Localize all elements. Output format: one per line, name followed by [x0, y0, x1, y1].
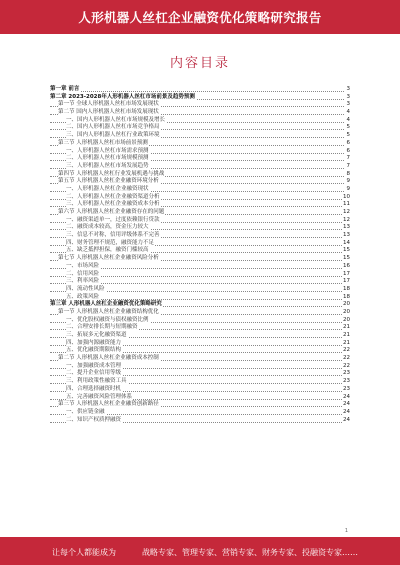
toc-entry-page: 3 [346, 86, 350, 92]
toc-entry-label: 一、人形机器人丝杠市场需求预测 [66, 147, 149, 154]
toc-entry-page: 23 [343, 378, 350, 385]
toc-entry-label: 二、人形机器人丝杠企业融资渠道分析 [66, 193, 160, 200]
toc-entry-label: 四、加强内源融资能力 [66, 339, 122, 346]
toc-entry[interactable] [50, 347, 350, 355]
toc-entry[interactable] [50, 224, 350, 232]
toc-entry[interactable] [50, 232, 350, 240]
toc-entry-label: 二、人形机器人丝杠市场规模预测 [66, 155, 149, 162]
toc-entry-page: 12 [343, 209, 350, 215]
toc-leader-dots [50, 91, 344, 92]
page-number: 1 [344, 528, 348, 534]
toc-entry[interactable] [50, 401, 350, 409]
toc-entry-page: 21 [343, 332, 350, 338]
toc-entry-label: 五、缺乏抵押担保，融资门槛较高 [66, 247, 149, 254]
toc-entry[interactable] [50, 155, 350, 163]
toc-entry-page: 14 [343, 239, 350, 246]
toc-entry-page: 7 [346, 162, 350, 169]
toc-entry-label: 三、信息不对称，信用评级体系不完善 [66, 232, 160, 239]
footer-bar [0, 537, 400, 565]
footer-tagline: 战略专家、管理专家、营销专家、财务专家、投融资专家…… [142, 548, 358, 557]
toc-entry-label: 第一节 人形机器人丝杠企业融资结构优化 [58, 308, 159, 315]
toc-entry-label: 二、融资成本较高，资金压力较大 [66, 224, 149, 231]
toc-entry-label: 一、供应链金融 [66, 408, 105, 415]
toc-entry-page: 17 [343, 278, 350, 285]
toc-entry-page: 9 [346, 178, 350, 185]
toc-entry[interactable] [50, 209, 350, 217]
toc-entry[interactable] [50, 201, 350, 209]
toc-entry-label: 一、国内人形机器人丝杠市场规模及增长 [66, 116, 166, 123]
toc-entry[interactable] [50, 386, 350, 394]
toc-entry[interactable] [50, 132, 350, 140]
toc-entry[interactable] [50, 370, 350, 378]
toc-entry-label: 四、财务管理不规范，融资能力不足 [66, 239, 155, 246]
toc-entry-page: 24 [343, 401, 350, 408]
toc-entry[interactable] [50, 301, 350, 309]
toc-entry[interactable] [50, 332, 350, 340]
toc-entry-page: 8 [346, 170, 350, 177]
toc-entry-page: 20 [343, 316, 350, 323]
toc-entry-label: 二、提升企业信用等级 [66, 370, 122, 377]
toc-entry[interactable] [50, 86, 350, 94]
toc-heading: 内容目录 [169, 56, 230, 71]
toc-entry-label: 三、人形机器人丝杠企业融资成本分析 [66, 201, 160, 208]
toc-entry[interactable] [50, 378, 350, 386]
toc-entry-page: 18 [343, 293, 350, 300]
toc-entry-label: 一、市场风险 [66, 262, 100, 269]
toc-entry-page: 23 [343, 385, 350, 392]
toc-entry-page: 24 [343, 408, 350, 415]
toc-entry-page: 22 [343, 355, 350, 362]
toc-entry-label: 三、拓展多元化融资渠道 [66, 332, 127, 338]
toc-entry[interactable] [50, 324, 350, 332]
toc-entry-label: 三、利用政策性融资工具 [66, 378, 127, 385]
toc-entry[interactable] [50, 178, 350, 186]
table-of-contents [50, 86, 350, 424]
toc-entry-label: 第三章 人形机器人丝杠企业融资优化策略研究 [50, 301, 162, 308]
toc-entry-page: 18 [343, 285, 350, 292]
toc-entry[interactable] [50, 309, 350, 317]
toc-entry-page: 6 [346, 147, 350, 154]
toc-entry-page: 5 [346, 124, 350, 131]
toc-entry-label: 第一节 全球人形机器人丝杠市场发展现状 [58, 101, 159, 108]
toc-entry[interactable] [50, 140, 350, 148]
toc-entry-label: 第三节 人形机器人丝杠市场前景预测 [58, 139, 148, 146]
toc-entry-page: 20 [343, 308, 350, 315]
toc-entry-label: 第六节 人形机器人丝杠企业融资存在的问题 [58, 209, 165, 215]
toc-entry[interactable] [50, 247, 350, 255]
toc-entry-label: 五、完善融资风险管理体系 [66, 393, 133, 400]
toc-entry-page: 22 [343, 362, 350, 369]
toc-entry-page: 22 [343, 347, 350, 354]
toc-entry[interactable] [50, 186, 350, 194]
toc-entry-page: 12 [343, 216, 350, 223]
toc-entry-page: 6 [346, 139, 350, 146]
toc-entry[interactable] [50, 286, 350, 294]
toc-entry-page: 24 [343, 393, 350, 400]
toc-entry-page: 15 [343, 255, 350, 262]
toc-entry-page: 15 [343, 247, 350, 254]
toc-entry[interactable] [50, 163, 350, 171]
toc-entry[interactable] [50, 409, 350, 417]
toc-entry-page: 20 [343, 301, 350, 308]
toc-entry-label: 第五节 人形机器人丝杠企业融资环境分析 [58, 178, 159, 185]
toc-entry-label: 五、政策风险 [66, 293, 100, 300]
toc-entry-page: 4 [346, 109, 350, 116]
toc-entry-label: 一、优化股权融资与债权融资比例 [66, 316, 149, 323]
toc-entry-label: 三、利率风险 [66, 278, 100, 285]
toc-entry-page: 7 [346, 155, 350, 162]
toc-entry-label: 第四节 人形机器人丝杠行业发展机遇与挑战 [58, 170, 165, 177]
toc-entry-label: 第二节 国内人形机器人丝杠市场发展现状 [58, 109, 159, 116]
toc-entry-label: 一、人形机器人丝杠企业融资现状 [66, 185, 149, 192]
toc-entry-label: 第一章 前言 [50, 86, 80, 92]
toc-entry[interactable] [50, 124, 350, 132]
toc-entry-page: 23 [343, 370, 350, 377]
footer-slogan: 让每个人都能成为 [52, 548, 116, 557]
toc-entry-page: 4 [346, 116, 350, 123]
toc-entry-label: 二、信用风险 [66, 270, 100, 277]
toc-entry-label: 第二节 人形机器人丝杠企业融资成本控制 [58, 355, 159, 362]
toc-entry-label: 三、人形机器人丝杠市场发展趋势 [66, 162, 149, 169]
toc-entry-page: 21 [343, 339, 350, 346]
toc-entry[interactable] [50, 109, 350, 117]
toc-entry-page: 10 [343, 193, 350, 200]
toc-entry-label: 第三节 人形机器人丝杠企业融资创新路径 [58, 401, 159, 408]
toc-entry-label: 四、合理选择融资时机 [66, 385, 122, 392]
toc-entry[interactable] [50, 355, 350, 363]
toc-entry-page: 21 [343, 324, 350, 331]
toc-entry-label: 二、知识产权质押融资 [66, 416, 122, 423]
toc-entry-page: 11 [343, 201, 350, 208]
toc-entry-label: 四、流动性风险 [66, 285, 105, 292]
toc-entry-label: 一、融资渠道单一，过度依赖银行贷款 [66, 216, 160, 223]
toc-entry-page: 24 [343, 416, 350, 423]
toc-entry-page: 9 [346, 185, 350, 192]
toc-entry-page: 16 [343, 262, 350, 269]
toc-entry[interactable] [50, 255, 350, 263]
toc-entry-page: 3 [346, 101, 350, 108]
toc-entry[interactable] [50, 101, 350, 109]
header-bar [0, 0, 400, 34]
toc-entry-page: 3 [346, 93, 350, 100]
toc-entry-label: 第二章 2023-2028年人形机器人丝杠市场前景及趋势预测 [50, 93, 195, 100]
toc-entry-page: 13 [343, 224, 350, 231]
toc-entry-label: 三、国内人形机器人丝杠行业政策环境 [66, 132, 160, 139]
toc-entry[interactable] [50, 278, 350, 286]
report-title: 人形机器人丝杠企业融资优化策略研究报告 [78, 10, 322, 25]
toc-entry[interactable] [50, 417, 350, 425]
toc-entry-label: 第七节 人形机器人丝杠企业融资风险分析 [58, 255, 159, 262]
toc-entry-page: 13 [343, 232, 350, 239]
toc-entry[interactable] [50, 263, 350, 271]
toc-entry-label: 一、加强融资成本管理 [66, 362, 122, 369]
toc-entry-label: 五、优化融资期限结构 [66, 347, 122, 354]
toc-entry-page: 17 [343, 270, 350, 277]
toc-entry-label: 二、合理安排长期与短期融资 [66, 324, 138, 331]
toc-entry-page: 5 [346, 132, 350, 139]
toc-entry-label: 二、国内人形机器人丝杠市场竞争格局 [66, 124, 160, 131]
